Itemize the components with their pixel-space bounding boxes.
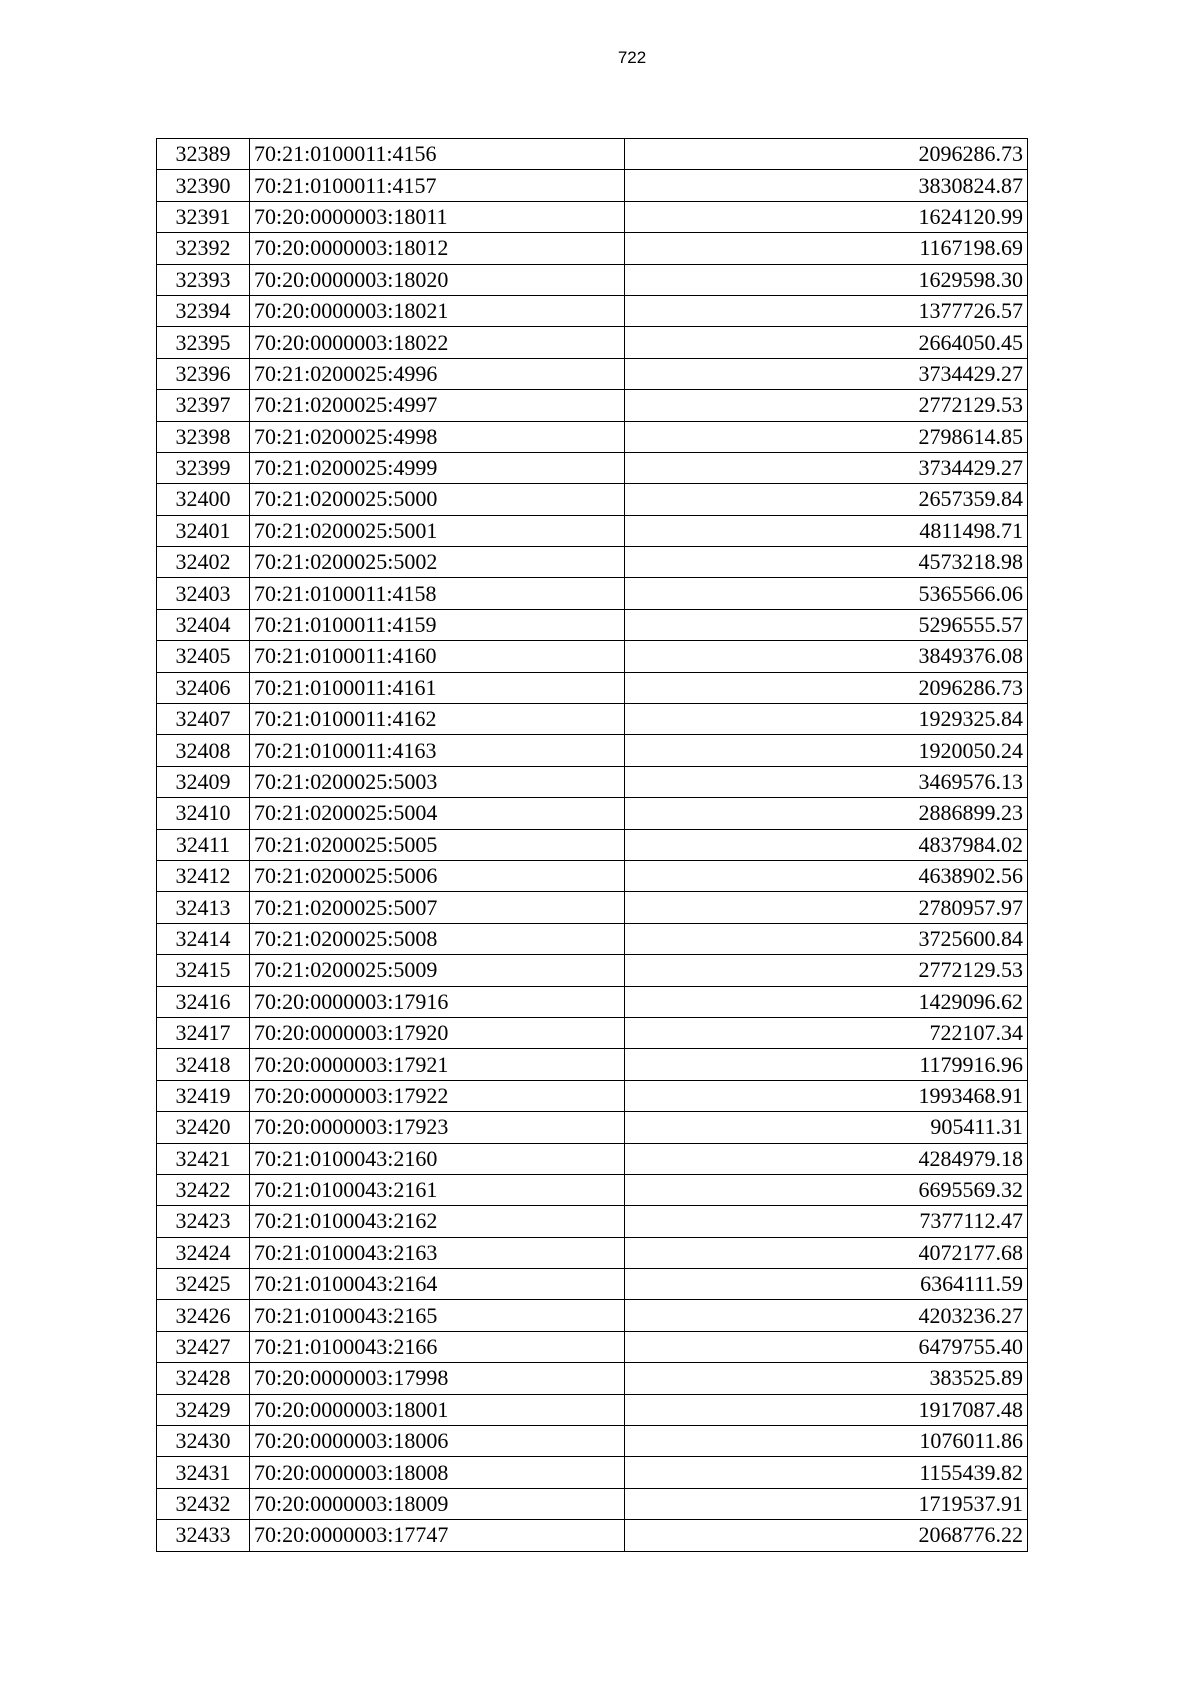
cadastral-value-cell: 3725600.84 bbox=[625, 923, 1028, 954]
table-row bbox=[157, 923, 1028, 954]
cadastral-number-cell: 70:21:0100043:2165 bbox=[250, 1300, 625, 1331]
table-row bbox=[157, 421, 1028, 452]
cadastral-number-cell: 70:20:0000003:17916 bbox=[250, 986, 625, 1017]
table-row bbox=[157, 1331, 1028, 1362]
cadastral-number-cell: 70:20:0000003:18008 bbox=[250, 1457, 625, 1488]
cadastral-value-cell: 7377112.47 bbox=[625, 1206, 1028, 1237]
row-number-cell: 32409 bbox=[157, 766, 250, 797]
cadastral-value-cell: 3469576.13 bbox=[625, 766, 1028, 797]
row-number-cell: 32429 bbox=[157, 1394, 250, 1425]
table-row bbox=[157, 1488, 1028, 1519]
cadastral-number-cell: 70:21:0100011:4163 bbox=[250, 735, 625, 766]
cadastral-value-cell: 2772129.53 bbox=[625, 955, 1028, 986]
row-number-cell: 32393 bbox=[157, 264, 250, 295]
cadastral-value-cell: 4811498.71 bbox=[625, 515, 1028, 546]
cadastral-value-cell: 1167198.69 bbox=[625, 233, 1028, 264]
row-number-cell: 32412 bbox=[157, 860, 250, 891]
row-number-cell: 32404 bbox=[157, 609, 250, 640]
cadastral-number-cell: 70:21:0200025:5002 bbox=[250, 547, 625, 578]
cadastral-value-cell: 4284979.18 bbox=[625, 1143, 1028, 1174]
cadastral-number-cell: 70:20:0000003:18006 bbox=[250, 1426, 625, 1457]
table-row bbox=[157, 672, 1028, 703]
cadastral-value-cell: 2664050.45 bbox=[625, 327, 1028, 358]
table-row bbox=[157, 1237, 1028, 1268]
cadastral-number-cell: 70:21:0200025:4996 bbox=[250, 358, 625, 389]
cadastral-number-cell: 70:21:0100011:4161 bbox=[250, 672, 625, 703]
row-number-cell: 32413 bbox=[157, 892, 250, 923]
table-row bbox=[157, 704, 1028, 735]
cadastral-number-cell: 70:21:0200025:5008 bbox=[250, 923, 625, 954]
table-row bbox=[157, 641, 1028, 672]
row-number-cell: 32430 bbox=[157, 1426, 250, 1457]
row-number-cell: 32398 bbox=[157, 421, 250, 452]
cadastral-value-cell: 4203236.27 bbox=[625, 1300, 1028, 1331]
cadastral-value-cell: 2096286.73 bbox=[625, 139, 1028, 170]
row-number-cell: 32410 bbox=[157, 798, 250, 829]
cadastral-value-cell: 1929325.84 bbox=[625, 704, 1028, 735]
cadastral-number-cell: 70:20:0000003:18021 bbox=[250, 295, 625, 326]
table-row bbox=[157, 829, 1028, 860]
row-number-cell: 32399 bbox=[157, 452, 250, 483]
cadastral-number-cell: 70:21:0100043:2161 bbox=[250, 1174, 625, 1205]
cadastral-number-cell: 70:21:0100043:2160 bbox=[250, 1143, 625, 1174]
cadastral-value-cell: 2096286.73 bbox=[625, 672, 1028, 703]
page-number: 722 bbox=[617, 48, 647, 67]
row-number-cell: 32390 bbox=[157, 170, 250, 201]
cadastral-value-cell: 1155439.82 bbox=[625, 1457, 1028, 1488]
cadastral-value-cell: 1920050.24 bbox=[625, 735, 1028, 766]
cadastral-number-cell: 70:20:0000003:18022 bbox=[250, 327, 625, 358]
table-row bbox=[157, 798, 1028, 829]
cadastral-number-cell: 70:21:0200025:5007 bbox=[250, 892, 625, 923]
cadastral-value-cell: 3734429.27 bbox=[625, 452, 1028, 483]
cadastral-number-cell: 70:21:0100011:4157 bbox=[250, 170, 625, 201]
row-number-cell: 32415 bbox=[157, 955, 250, 986]
table-row bbox=[157, 547, 1028, 578]
cadastral-value-cell: 5296555.57 bbox=[625, 609, 1028, 640]
cadastral-number-cell: 70:20:0000003:17920 bbox=[250, 1017, 625, 1048]
cadastral-number-cell: 70:20:0000003:17998 bbox=[250, 1363, 625, 1394]
cadastral-value-cell: 1993468.91 bbox=[625, 1080, 1028, 1111]
cadastral-value-cell: 4072177.68 bbox=[625, 1237, 1028, 1268]
table-row bbox=[157, 1174, 1028, 1205]
table-row bbox=[157, 1426, 1028, 1457]
row-number-cell: 32400 bbox=[157, 484, 250, 515]
table-body bbox=[157, 139, 1028, 1552]
cadastral-value-cell: 6364111.59 bbox=[625, 1269, 1028, 1300]
table-row bbox=[157, 1363, 1028, 1394]
cadastral-value-cell: 1629598.30 bbox=[625, 264, 1028, 295]
row-number-cell: 32424 bbox=[157, 1237, 250, 1268]
table-row bbox=[157, 1394, 1028, 1425]
cadastral-value-table bbox=[156, 138, 1028, 1552]
cadastral-number-cell: 70:20:0000003:18001 bbox=[250, 1394, 625, 1425]
table-row bbox=[157, 735, 1028, 766]
table-row bbox=[157, 955, 1028, 986]
table-row bbox=[157, 358, 1028, 389]
cadastral-value-cell: 4573218.98 bbox=[625, 547, 1028, 578]
row-number-cell: 32417 bbox=[157, 1017, 250, 1048]
cadastral-value-cell: 2657359.84 bbox=[625, 484, 1028, 515]
cadastral-number-cell: 70:21:0100011:4162 bbox=[250, 704, 625, 735]
cadastral-number-cell: 70:20:0000003:17922 bbox=[250, 1080, 625, 1111]
table-row bbox=[157, 609, 1028, 640]
cadastral-number-cell: 70:20:0000003:18011 bbox=[250, 201, 625, 232]
row-number-cell: 32431 bbox=[157, 1457, 250, 1488]
table-row bbox=[157, 892, 1028, 923]
cadastral-number-cell: 70:21:0200025:4999 bbox=[250, 452, 625, 483]
row-number-cell: 32407 bbox=[157, 704, 250, 735]
table-row bbox=[157, 264, 1028, 295]
table-row bbox=[157, 1049, 1028, 1080]
row-number-cell: 32391 bbox=[157, 201, 250, 232]
row-number-cell: 32416 bbox=[157, 986, 250, 1017]
cadastral-number-cell: 70:21:0100043:2164 bbox=[250, 1269, 625, 1300]
cadastral-number-cell: 70:21:0200025:5000 bbox=[250, 484, 625, 515]
cadastral-value-cell: 6479755.40 bbox=[625, 1331, 1028, 1362]
cadastral-value-cell: 2886899.23 bbox=[625, 798, 1028, 829]
table-row bbox=[157, 1300, 1028, 1331]
cadastral-value-cell: 6695569.32 bbox=[625, 1174, 1028, 1205]
table-row bbox=[157, 452, 1028, 483]
cadastral-number-cell: 70:20:0000003:17921 bbox=[250, 1049, 625, 1080]
cadastral-value-cell: 2772129.53 bbox=[625, 390, 1028, 421]
cadastral-number-cell: 70:21:0200025:5003 bbox=[250, 766, 625, 797]
table-row bbox=[157, 1457, 1028, 1488]
cadastral-number-cell: 70:21:0200025:4997 bbox=[250, 390, 625, 421]
table-row bbox=[157, 1017, 1028, 1048]
row-number-cell: 32423 bbox=[157, 1206, 250, 1237]
row-number-cell: 32405 bbox=[157, 641, 250, 672]
cadastral-number-cell: 70:21:0100011:4156 bbox=[250, 139, 625, 170]
table-row bbox=[157, 1206, 1028, 1237]
row-number-cell: 32406 bbox=[157, 672, 250, 703]
cadastral-number-cell: 70:20:0000003:18009 bbox=[250, 1488, 625, 1519]
cadastral-number-cell: 70:21:0100011:4159 bbox=[250, 609, 625, 640]
row-number-cell: 32418 bbox=[157, 1049, 250, 1080]
cadastral-value-cell: 2068776.22 bbox=[625, 1520, 1028, 1551]
row-number-cell: 32403 bbox=[157, 578, 250, 609]
table-row bbox=[157, 170, 1028, 201]
cadastral-value-cell: 1429096.62 bbox=[625, 986, 1028, 1017]
row-number-cell: 32432 bbox=[157, 1488, 250, 1519]
table-row bbox=[157, 766, 1028, 797]
cadastral-value-cell: 4638902.56 bbox=[625, 860, 1028, 891]
table-row bbox=[157, 986, 1028, 1017]
row-number-cell: 32396 bbox=[157, 358, 250, 389]
row-number-cell: 32428 bbox=[157, 1363, 250, 1394]
cadastral-number-cell: 70:21:0100011:4158 bbox=[250, 578, 625, 609]
row-number-cell: 32420 bbox=[157, 1112, 250, 1143]
row-number-cell: 32401 bbox=[157, 515, 250, 546]
table-row bbox=[157, 484, 1028, 515]
cadastral-value-cell: 1917087.48 bbox=[625, 1394, 1028, 1425]
cadastral-value-cell: 2798614.85 bbox=[625, 421, 1028, 452]
cadastral-value-cell: 1624120.99 bbox=[625, 201, 1028, 232]
cadastral-number-cell: 70:21:0200025:4998 bbox=[250, 421, 625, 452]
cadastral-number-cell: 70:21:0100011:4160 bbox=[250, 641, 625, 672]
row-number-cell: 32397 bbox=[157, 390, 250, 421]
row-number-cell: 32394 bbox=[157, 295, 250, 326]
table-row bbox=[157, 1520, 1028, 1551]
cadastral-value-cell: 4837984.02 bbox=[625, 829, 1028, 860]
row-number-cell: 32414 bbox=[157, 923, 250, 954]
cadastral-value-cell: 3830824.87 bbox=[625, 170, 1028, 201]
cadastral-value-cell: 722107.34 bbox=[625, 1017, 1028, 1048]
table-row bbox=[157, 1269, 1028, 1300]
cadastral-value-cell: 905411.31 bbox=[625, 1112, 1028, 1143]
row-number-cell: 32427 bbox=[157, 1331, 250, 1362]
row-number-cell: 32426 bbox=[157, 1300, 250, 1331]
cadastral-value-cell: 5365566.06 bbox=[625, 578, 1028, 609]
table-row bbox=[157, 295, 1028, 326]
cadastral-value-cell: 2780957.97 bbox=[625, 892, 1028, 923]
table-row bbox=[157, 1112, 1028, 1143]
row-number-cell: 32411 bbox=[157, 829, 250, 860]
cadastral-number-cell: 70:21:0200025:5006 bbox=[250, 860, 625, 891]
row-number-cell: 32422 bbox=[157, 1174, 250, 1205]
table-row bbox=[157, 327, 1028, 358]
cadastral-value-cell: 383525.89 bbox=[625, 1363, 1028, 1394]
cadastral-number-cell: 70:20:0000003:18020 bbox=[250, 264, 625, 295]
cadastral-value-cell: 1719537.91 bbox=[625, 1488, 1028, 1519]
cadastral-number-cell: 70:21:0200025:5001 bbox=[250, 515, 625, 546]
row-number-cell: 32389 bbox=[157, 139, 250, 170]
cadastral-number-cell: 70:21:0100043:2163 bbox=[250, 1237, 625, 1268]
cadastral-value-cell: 1179916.96 bbox=[625, 1049, 1028, 1080]
cadastral-number-cell: 70:21:0200025:5009 bbox=[250, 955, 625, 986]
table-row bbox=[157, 233, 1028, 264]
table-row bbox=[157, 139, 1028, 170]
row-number-cell: 32425 bbox=[157, 1269, 250, 1300]
cadastral-number-cell: 70:20:0000003:17923 bbox=[250, 1112, 625, 1143]
table-row bbox=[157, 578, 1028, 609]
row-number-cell: 32395 bbox=[157, 327, 250, 358]
table-row bbox=[157, 1080, 1028, 1111]
cadastral-number-cell: 70:21:0100043:2166 bbox=[250, 1331, 625, 1362]
row-number-cell: 32402 bbox=[157, 547, 250, 578]
cadastral-number-cell: 70:20:0000003:18012 bbox=[250, 233, 625, 264]
row-number-cell: 32392 bbox=[157, 233, 250, 264]
cadastral-number-cell: 70:20:0000003:17747 bbox=[250, 1520, 625, 1551]
table-row bbox=[157, 1143, 1028, 1174]
cadastral-number-cell: 70:21:0200025:5004 bbox=[250, 798, 625, 829]
table-row bbox=[157, 201, 1028, 232]
row-number-cell: 32421 bbox=[157, 1143, 250, 1174]
row-number-cell: 32419 bbox=[157, 1080, 250, 1111]
cadastral-number-cell: 70:21:0200025:5005 bbox=[250, 829, 625, 860]
row-number-cell: 32408 bbox=[157, 735, 250, 766]
cadastral-value-cell: 1377726.57 bbox=[625, 295, 1028, 326]
row-number-cell: 32433 bbox=[157, 1520, 250, 1551]
table-row bbox=[157, 515, 1028, 546]
table-row bbox=[157, 860, 1028, 891]
cadastral-number-cell: 70:21:0100043:2162 bbox=[250, 1206, 625, 1237]
cadastral-value-cell: 1076011.86 bbox=[625, 1426, 1028, 1457]
table-row bbox=[157, 390, 1028, 421]
cadastral-value-cell: 3849376.08 bbox=[625, 641, 1028, 672]
cadastral-value-cell: 3734429.27 bbox=[625, 358, 1028, 389]
